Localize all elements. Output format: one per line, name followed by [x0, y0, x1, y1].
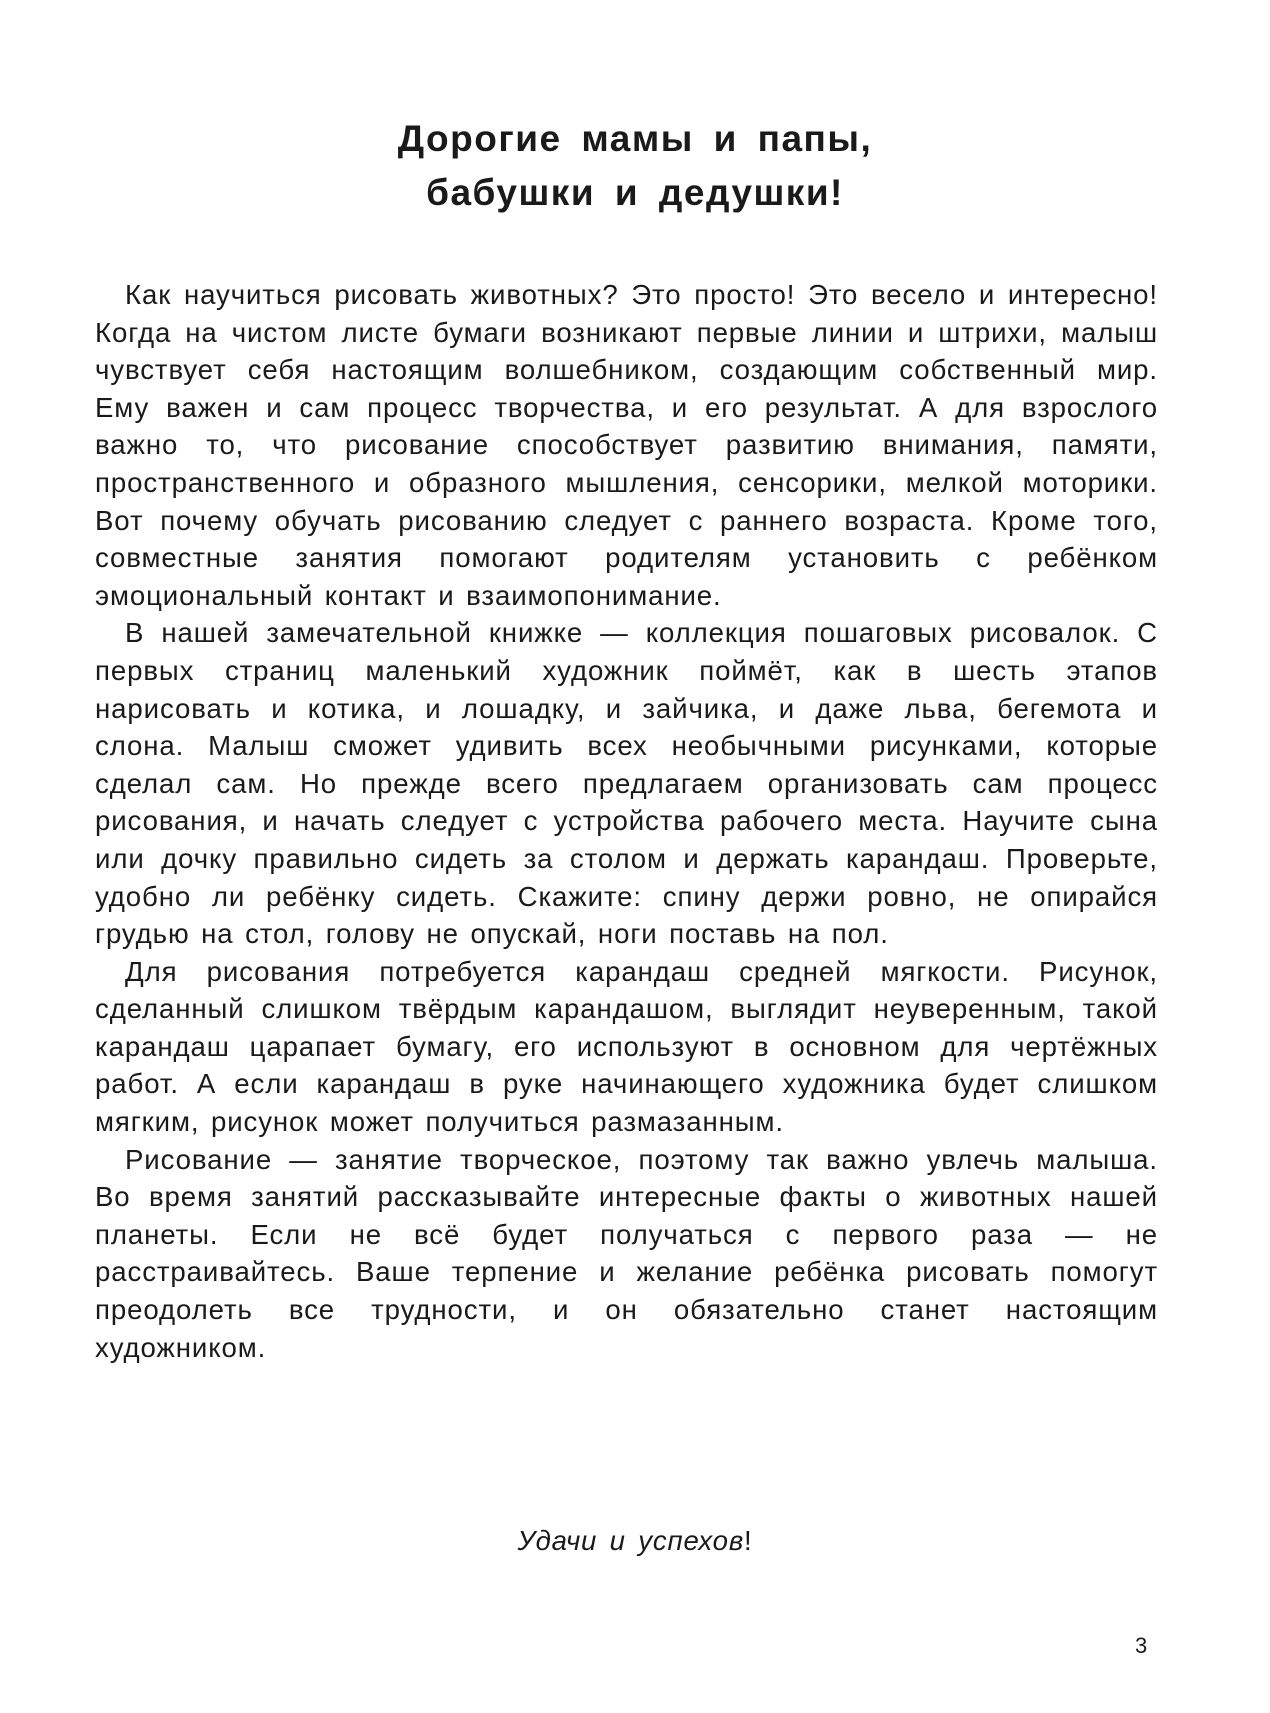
page-title: [0, 112, 1270, 220]
paragraph-4: Рисование — занятие творческое, поэтому так важно увлечь малыша. Во время занятий рассказывайте интересные факты о животных нашей планеты. Если не всё будет получаться с первого раза — не расстраивайтесь. Ваше терпение и желание ребёнка рисовать помогут преодолеть все трудности, и он обязательно станет настоящим художником.: [95, 1143, 1158, 1363]
title-line-2: бабушки и дедушки!: [426, 172, 844, 213]
body-text: [95, 276, 1158, 1366]
title-line-1: Дорогие мамы и папы,: [397, 118, 873, 159]
page-number: 3: [1135, 1633, 1148, 1658]
closing-punctuation: !: [744, 1525, 753, 1556]
paragraph-2: В нашей замечательной книжке — коллекция пошаговых рисовалок. С первых страниц маленький художник поймёт, как в шесть этапов нарисовать и котика, и лошадку, и зайчика, и даже льва, бегемота и слона. Малыш сможет удивить всех необычными рисунками, которые сделал сам. Но прежде всего предлагаем организовать сам процесс рисования, и начать следует с устройства рабочего места. Научите сына или дочку правильно сидеть за столом и держать карандаш. Проверьте, удобно ли ребёнку сидеть. Скажите: спину держи ровно, не опирайся грудью на стол, голову не опускай, ноги поставь на пол.: [95, 617, 1158, 950]
paragraph-1: Как научиться рисовать животных? Это просто! Это весело и интересно! Когда на чистом листе бумаги возникают первые линии и штрихи, малыш чувствует себя настоящим волшебником, создающим собственный мир. Ему важен и сам процесс творчества, и его результат. А для взрослого важно то, что рисование способствует развитию внимания, памяти, пространственного и образного мышления, сенсорики, мелкой моторики. Вот почему обучать рисованию следует с раннего возраста. Кроме того, совместные занятия помогают родителям установить с ребёнком эмоциональный контакт и взаимопонимание.: [95, 279, 1158, 611]
closing-text: Удачи и успехов: [517, 1525, 745, 1556]
paragraph-3: Для рисования потребуется карандаш средней мягкости. Рисунок, сделанный слишком твёрдым карандашом, выглядит неуверенным, такой карандаш царапает бумагу, его используют в основном для чертёжных работ. А если карандаш в руке начинающего художника будет слишком мягким, рисунок может получиться размазанным.: [95, 955, 1158, 1138]
closing-wish: [0, 1525, 1270, 1557]
